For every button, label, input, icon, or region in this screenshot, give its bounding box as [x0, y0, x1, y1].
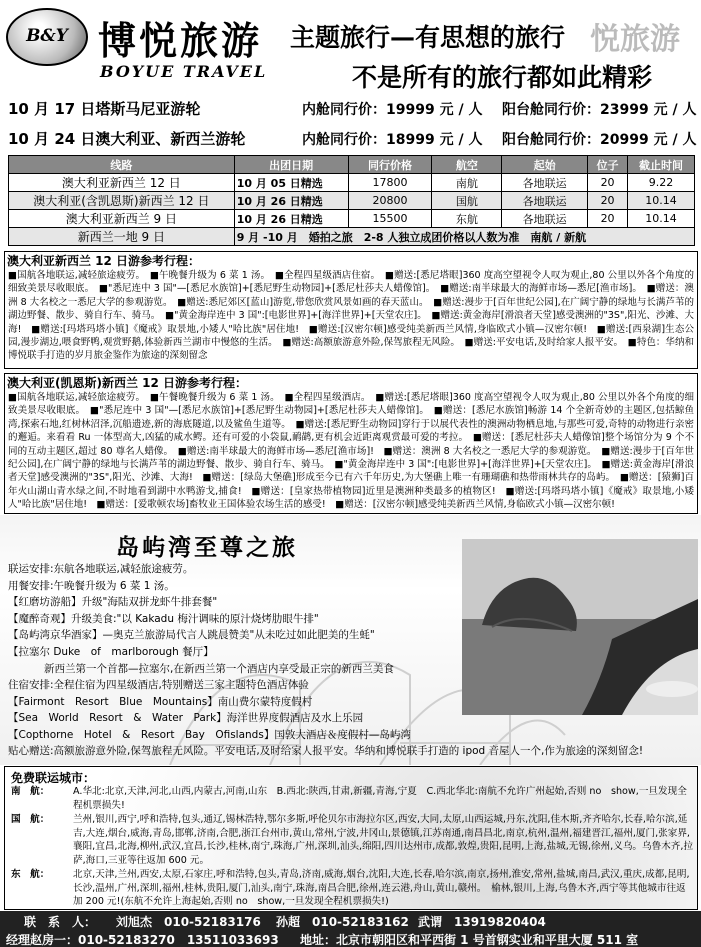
column-header: 出团日期: [234, 156, 348, 174]
brand-name-en: BOYUE TRAVEL: [100, 62, 268, 81]
brand-name-cn: 博悦旅游: [98, 19, 263, 63]
table-header-row: [9, 156, 695, 174]
cruise-offer-2: [8, 128, 698, 150]
date-cell: 10 月 26 日精选: [234, 210, 348, 228]
slogan-line-2: 不是所有的旅行都如此精彩: [352, 63, 653, 92]
seats-cell: 20: [588, 174, 628, 192]
date-cell: 10 月 05 日精选: [234, 174, 348, 192]
cruise-balcony-price: 阳台舱同行价：23999 元 / 人: [502, 102, 697, 118]
date-cell: 10 月 26 日精选: [234, 192, 348, 210]
island-tour-section: [0, 515, 701, 765]
detail-line: 【拉塞尔 Duke of marlborough 餐厅】: [8, 645, 214, 658]
detail-line: 用餐安排:午晚餐升级为 6 菜 1 汤。: [8, 579, 175, 592]
deadline-cell: 10.14: [628, 210, 695, 228]
schedule-table: [8, 155, 695, 246]
column-header: 航空: [432, 156, 502, 174]
start-cell: 各地联运: [502, 210, 588, 228]
header: [0, 0, 701, 95]
column-header: 位子: [588, 156, 628, 174]
section-title: 免费联运城市：: [11, 771, 96, 785]
cruise-offer-1: [8, 98, 698, 120]
cruise-inner-price: 内舱同行价：18999 元 / 人: [302, 132, 483, 148]
slogan-line-1: 主题旅行—有思想的旅行: [290, 23, 566, 52]
itinerary-body: ■国航各地联运,减轻旅途疲劳。 ■午餐晚餐升级为 6 菜 1 汤。 ■全程四星级酒店。 ■赠送:[悉尼塔眼]360 度高空望视令人叹为观止,80 公里以外各个角度的细致美景尽收眼底。 ■"悉尼连中 3 国"—[悉尼水族馆]+[悉尼野生动物园]+[悉尼杜莎夫人蜡像馆]。 ■赠送：[悉尼水族馆]畅游 14 个全新奇妙的主题区,包括鲸鱼湾,探索石地,红树林沼泽,沉船遗迹,新的海底隧道,以及鲨鱼生道等。 ■赠送:[悉尼野生动物园]穿行于以展代表性的澳洲动物栖息地,与那些可爱,奇特的动物进行亲密的邂逅。来看看 Ru 一体型高大,凶猛的咸水鳄。还有可爱的小袋鼠,鸸鹋,更有机会近距离观赏最可爱的考拉。 ■赠送：[悉尼杜莎夫人蜡像馆]整个场馆分为 9 个不同的互动主题区,超过 80 尊名人蜡像。 ■赠送:南半球最大的海鲜市场—悉尼[渔市场]! ■赠送：澳洲 8 大名校之一悉尼大学的参观游览。 ■赠送:漫步于[百年世纪公园],在广阔宁静的绿地与长满芦苇的湖边野餐、散步、骑自行车、骑马。 ■"黄金海岸连中 3 国":[电影世界]+[海洋世界]+[天堂农庄]。 ■赠送:黄金海岸[滑浪者天堂]感受澳洲的"3S",阳光、沙滩、大海! ■赠送：[绿岛大堡礁]形成至今已有六千年历史,为大堡礁上唯一有珊瑚礁和热带雨林共存的岛屿。 ■赠送：[猿狮]百年火山湖山青水绿之间,不时地看到湖中水鸭游戈,捕食! ■赠送：[皇家热带植物园]近里是澳洲种类最多的植物区! ■赠送:[玛塔玛塔小镇]《魔戒》取景地,小矮人"哈比族"居住地! ■赠送：[爱歌顿农场]畜牧业王国体验农场生活的感受! ■赠送：[汉密尔顿]感受纯美新西兰风情,身临欧式小镇—汉密尔顿!: [8, 392, 694, 511]
detail-line: 【Copthorne Hotel & Resort Bay Ofislands】国敦大酒店＆度假村—岛屿湾: [8, 728, 411, 741]
airline-row-air-china: [11, 813, 695, 867]
itinerary-title: 澳大利亚(凯恩斯)新西兰 12 日游参考行程：: [7, 376, 248, 390]
route-cell: 澳大利亚新西兰 9 日: [9, 210, 235, 228]
brand-logo: [6, 8, 276, 88]
airline-label: 东 航：: [11, 869, 50, 880]
note-cell: 9 月 -10 月 婚拍之旅 2-8 人独立成团价格以人数为准 南航 / 新航: [234, 228, 694, 246]
detail-line: 【红磨坊游船】升级"海陆双拼龙虾牛排套餐": [8, 596, 218, 609]
airline-cell: 南航: [432, 174, 502, 192]
free-connection-cities: [4, 766, 698, 910]
airline-row-china-eastern: [11, 868, 695, 909]
start-cell: 各地联运: [502, 192, 588, 210]
logo-mark-text: B&Y: [26, 26, 68, 46]
gift-line: 贴心赠送:高额旅游意外险,保驾旅程无风险。平安电话,及时给家人报平安。华纳和博悦联手打造的 ipod 音屋人一个,作为旅途的深刻留念!: [8, 745, 644, 757]
column-header: 线路: [9, 156, 235, 174]
island-details: [8, 561, 478, 744]
start-cell: 各地联运: [502, 174, 588, 192]
column-header: 同行价格: [348, 156, 432, 174]
city-list: 北京,天津,兰州,西安,太原,石家庄,呼和浩特,包头,青岛,济南,威海,烟台,沈阳,大连,长春,哈尔滨,南京,扬州,淮安,常州,盐城,南昌,武汉,重庆,成都,昆明,长沙,温州,广州,深圳,福州,桂林,贵阳,厦门,汕头,南宁,珠海,南昌合肥,徐州,连云港,舟山,黄山,赣州。 榆林,银川,上海,乌鲁木齐,西宁等其他城市往返加 200 元!(东航不允许上海起始,否则 no show,一旦发现全程机票损失!): [73, 869, 690, 907]
table-row: [9, 228, 695, 246]
cruise-balcony-price: 阳台舱同行价：20999 元 / 人: [502, 132, 697, 148]
manager-address-bar: [0, 929, 701, 947]
bay-of-islands-photo: [462, 539, 698, 715]
contact-label: 联 系 人：: [24, 915, 97, 929]
itinerary-block-1: [4, 251, 698, 369]
city-list: 兰州,银川,西宁,呼和浩特,包头,通辽,锡林浩特,鄂尔多斯,呼伦贝尔市海拉尔区,西安,大同,太原,山西运城,丹东,沈阳,佳木斯,齐齐哈尔,长春,哈尔滨,延吉,大连,烟台,威海,青岛,邯郸,济南,合肥,浙江台州市,黄山,常州,宁波,井冈山,景德镇,江苏南通,南昌昌北,南京,杭州,温州,福建晋江,福州,厦门,张家界,襄阳,宜昌,北海,柳州,武汉,宜昌,长沙,桂林,南宁,珠海,广州,深圳,汕头,绵阳,四川达州市,成都,敦煌,贵阳,昆明,上海,盐城,无锡,徐州,义乌。乌鲁木齐,拉萨,海口,三亚等往返加 600 元。: [73, 814, 694, 866]
contact-bar: [0, 911, 701, 930]
detail-line: 联运安排:东航各地联运,减轻旅途疲劳。: [8, 563, 194, 575]
column-header: 截止时间: [628, 156, 695, 174]
detail-line: 住宿安排:全程住宿为四星级酒店,特别赠送三家主题特色酒店体验: [8, 679, 309, 692]
itinerary-body: ■国航各地联运,减轻旅途疲劳。 ■午晚餐升级为 6 菜 1 汤。 ■全程四星级酒店住宿。 ■赠送:[悉尼塔眼]360 度高空望视令人叹为观止,80 公里以外各个角度的细致美景尽收眼底。 ■"悉尼连中 3 国"—[悉尼水族馆]+[悉尼野生动物园]+[悉尼杜莎夫人蜡像馆]。 ■赠送:南半球最大的海鲜市场—悉尼[渔市场]。 ■赠送：澳洲 8 大名校之一悉尼大学的参观游览。 ■赠送:悉尼郊区[蓝山]游览,带您欣赏风景如画的春天蓝山。 ■赠送:漫步于[百年世纪公园],在广阔宁静的绿地与长满芦苇的湖边野餐、散步、骑自行车、骑马。 ■"黄金海岸连中 3 国":[电影世界]+[海洋世界]+[天堂农庄]。 ■赠送:黄金海岸[滑浪者天堂]感受澳洲的"3S",阳光、沙滩、大海! ■赠送:[玛塔玛塔小镇]《魔戒》取景地,小矮人"哈比族"居住地! ■赠送:[汉密尔顿]感受纯美新西兰风情,身临欧式小镇—汉密尔顿! ■赠送:[西泉湖]生态公园,漫步湖边,喂食野鸭,观赏野鹅,体验新西兰湖市中慢悠的生活。 ■赠送:高额旅游意外险,保驾旅程无风险。 ■赠送:平安电话,及时给家人报平安。 ■特色：华纳和博悦联手打造的岁月旅金鉴作为旅途的深刻留念: [8, 270, 694, 362]
airline-label: 国 航：: [11, 814, 50, 825]
column-header: 起始: [502, 156, 588, 174]
airline-cell: 国航: [432, 192, 502, 210]
cruise-title: 10 月 17 日塔斯马尼亚游轮: [8, 100, 201, 118]
island-landscape-image: [462, 539, 698, 715]
section-title: 岛屿湾至尊之旅: [116, 535, 298, 561]
detail-line: 【魔醉奇观】升级美食:"以 Kakadu 梅汁调味的原汁烧烤肋眼牛排": [8, 612, 319, 625]
price-cell: 15500: [348, 210, 432, 228]
itinerary-block-2: [4, 373, 698, 514]
office-address: 地址：北京市朝阳区和平西街 1 号首钢实业和平里大厦 511 室: [300, 933, 639, 947]
slogan-watermark: 悦旅游: [590, 22, 680, 57]
airline-cell: 东航: [432, 210, 502, 228]
itinerary-title: 澳大利亚新西兰 12 日游参考行程：: [7, 254, 201, 268]
price-cell: 17800: [348, 174, 432, 192]
contact-person: 刘旭杰 010-52183176: [116, 915, 261, 929]
detail-line: 新西兰第一个首都—拉塞尔,在新西兰第一个酒店内享受最正宗的新西兰美食: [44, 662, 394, 675]
detail-line: 【Fairmont Resort Blue Mountains】南山费尔蒙特度假村: [8, 695, 313, 708]
airline-label: 南 航：: [11, 786, 50, 797]
seats-cell: 20: [588, 192, 628, 210]
deadline-cell: 10.14: [628, 192, 695, 210]
cruise-inner-price: 内舱同行价：19999 元 / 人: [302, 102, 483, 118]
route-cell: 澳大利亚(含凯恩斯)新西兰 12 日: [9, 192, 235, 210]
route-cell: 澳大利亚新西兰 12 日: [9, 174, 235, 192]
contact-person: 武谓 13919820404: [418, 915, 546, 929]
cruise-title: 10 月 24 日澳大利亚、新西兰游轮: [8, 130, 246, 148]
seats-cell: 20: [588, 210, 628, 228]
table-row: [9, 174, 695, 192]
airline-row-china-southern: [11, 785, 695, 812]
city-list: A.华北:北京,天津,河北,山西,内蒙古,河南,山东 B.西北:陕西,甘肃,新疆,青海,宁夏 C.西北华北:南航不允许广州起始,否则 no show,一旦发现全程机票损失!: [73, 786, 687, 811]
detail-line: 【Sea World Resort & Water Park】海洋世界度假酒店及水上乐园: [8, 712, 364, 725]
table-row: [9, 210, 695, 228]
manager-contact: 经理赵房一：010-52183270 13511033693: [6, 933, 279, 947]
route-cell: 新西兰一地 9 日: [9, 228, 235, 246]
deadline-cell: 9.22: [628, 174, 695, 192]
detail-line: 【岛屿湾京华酒家】—奥克兰旅游局代言人跳晨赞美"从未吃过如此肥美的生蚝": [8, 629, 375, 642]
table-row: [9, 192, 695, 210]
logo-emblem: [6, 8, 88, 66]
contact-person: 孙超 010-52183162: [276, 915, 409, 929]
price-cell: 20800: [348, 192, 432, 210]
